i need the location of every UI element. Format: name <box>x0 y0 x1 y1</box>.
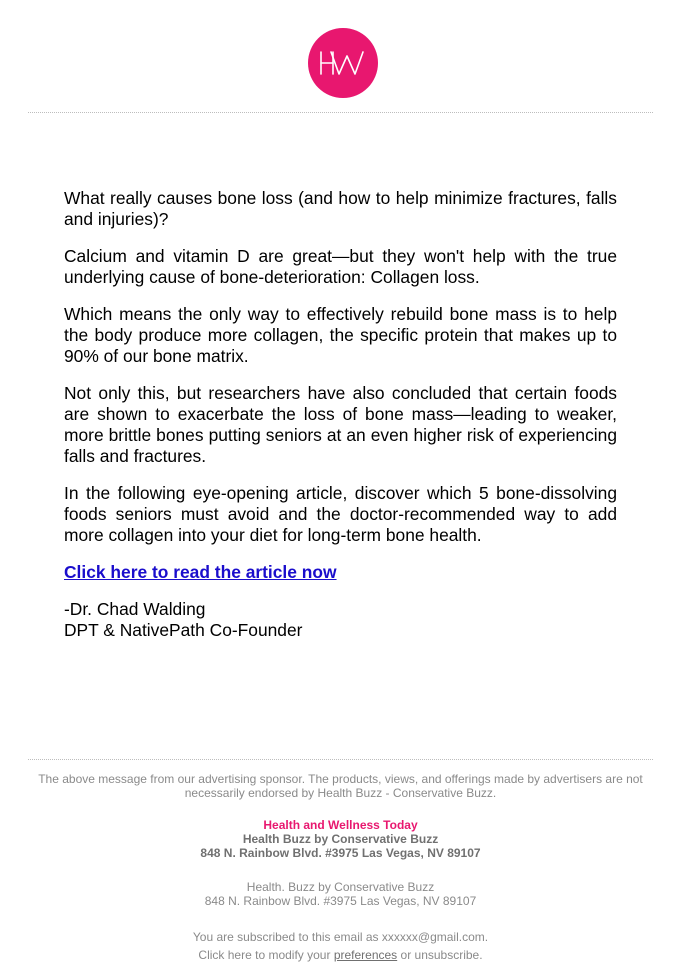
company-block <box>28 880 653 908</box>
paragraph-2: Calcium and vitamin D are great—but they won't help with the true underlying cause of bone-deterioration: Collagen loss. <box>64 246 617 287</box>
footer <box>28 772 653 964</box>
brand-title: Health and Wellness Today <box>263 818 418 832</box>
preferences-link[interactable]: preferences <box>333 948 398 962</box>
brand-name: Health Buzz by Conservative Buzz <box>242 832 439 846</box>
hw-logo-icon <box>308 28 378 98</box>
bottom-divider <box>28 759 653 760</box>
paragraph-5: In the following eye-opening article, discover which 5 bone-dissolving foods seniors must avoid and the doctor-recommended way to add more collagen into your diet for long-term bone health. <box>64 483 617 545</box>
logo[interactable] <box>308 28 378 98</box>
brand-address: 848 N. Rainbow Blvd. #3975 Las Vegas, NV 89107 <box>200 846 481 860</box>
subscribed-notice: You are subscribed to this email as xxxxxx@gmail.com. <box>192 930 489 944</box>
company-name: Health. Buzz by Conservative Buzz <box>246 880 435 894</box>
signature-title: DPT & NativePath Co-Founder <box>64 620 303 640</box>
top-divider <box>28 112 653 113</box>
brand-block <box>28 818 653 860</box>
modify-prefix: Click here to modify your <box>198 948 334 962</box>
paragraph-3: Which means the only way to effectively rebuild bone mass is to help the body produce more collagen, the specific protein that makes up to 90% of our bone matrix. <box>64 304 617 366</box>
modify-suffix: or unsubscribe. <box>397 948 483 962</box>
read-article-link[interactable]: Click here to read the article now <box>64 562 337 582</box>
signature-name: -Dr. Chad Walding <box>64 599 206 619</box>
preferences-line <box>28 946 653 964</box>
company-address: 848 N. Rainbow Blvd. #3975 Las Vegas, NV 89107 <box>204 894 477 908</box>
cta-paragraph <box>64 562 617 583</box>
paragraph-1: What really causes bone loss (and how to help minimize fractures, falls and injuries)? <box>64 188 617 229</box>
hw-logo-mark <box>317 46 369 80</box>
email-body <box>64 188 617 657</box>
sponsor-disclaimer: The above message from our advertising sponsor. The products, views, and offerings made by advertisers are not necessarily endorsed by Health Buzz - Conservative Buzz. <box>38 772 643 800</box>
paragraph-4: Not only this, but researchers have also concluded that certain foods are shown to exacerbate the loss of bone mass—leading to weaker, more brittle bones putting seniors at an even higher risk of experiencing falls and fractures. <box>64 383 617 466</box>
signature <box>64 599 617 641</box>
